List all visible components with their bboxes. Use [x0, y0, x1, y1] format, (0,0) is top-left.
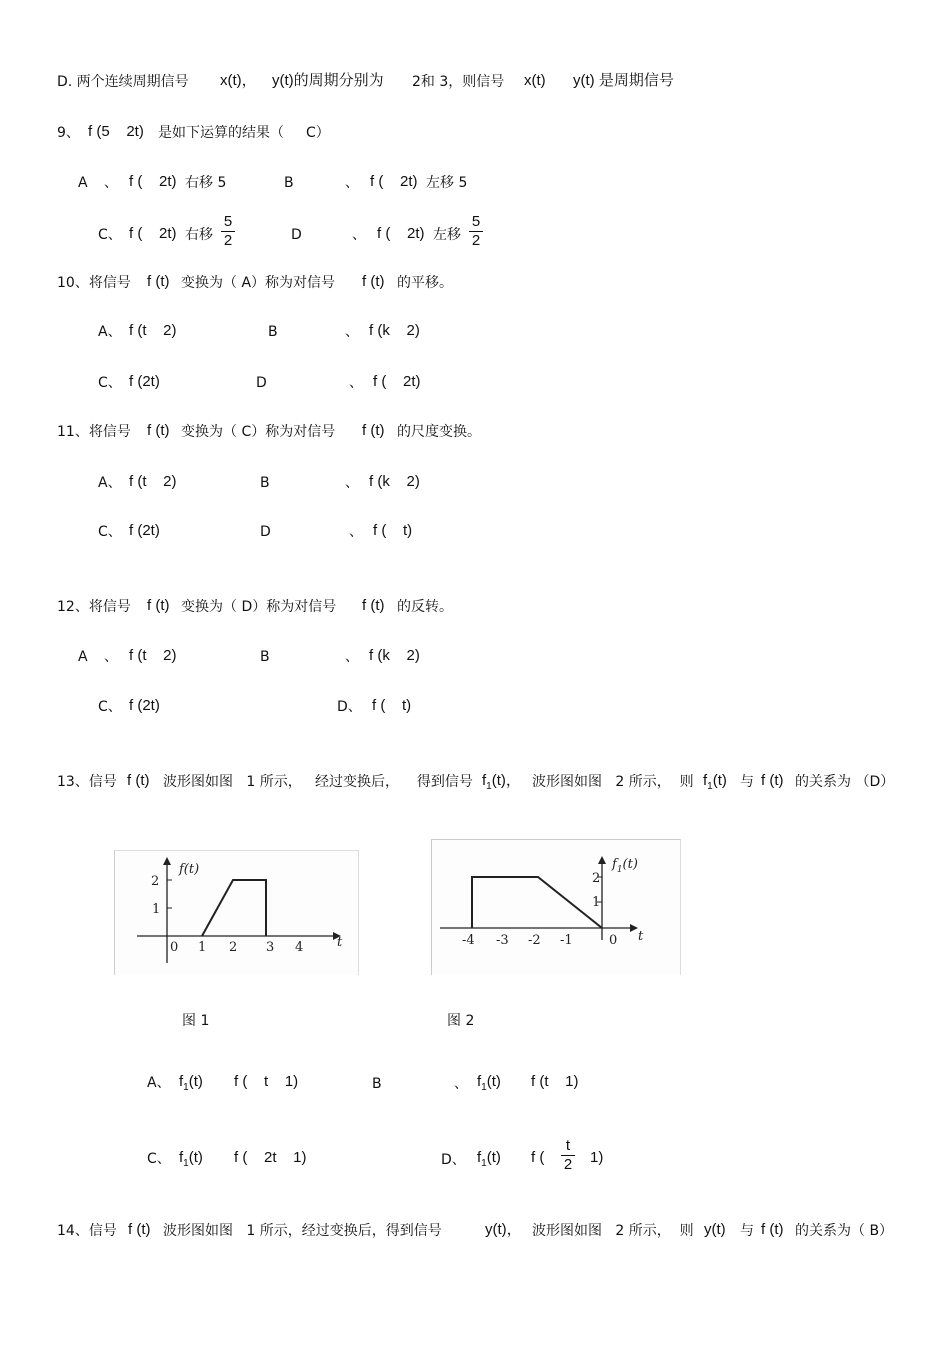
q14-text-3: 与: [740, 1223, 754, 1239]
q11-option-b-sep: 、: [345, 475, 359, 491]
fig2-x-label: t: [638, 929, 644, 944]
fig1-signal: [202, 880, 266, 936]
q9-answer: C）: [306, 125, 330, 141]
q13-option-b-sep: 、: [454, 1076, 468, 1092]
fig2-ytick-label-2: 2: [592, 871, 601, 886]
fig2-xtick-label-m4: -4: [462, 933, 475, 948]
q9-option-d-sep: 、: [352, 227, 366, 243]
q9-option-b-text: 左移 5: [426, 175, 468, 191]
q9-option-c-expr: f ( 2t): [129, 225, 177, 242]
q9-option-a-expr: f ( 2t): [129, 173, 177, 190]
q11-question-mid: 变换为（ C）称为对信号: [181, 424, 336, 440]
q13-f1t-relation: $f_1(t)$: [703, 772, 727, 792]
q14-ft2: f (t): [761, 1221, 784, 1238]
q9-option-a-sep: 、: [104, 175, 118, 191]
q13-text-2: 波形图如图 2 所示， 则: [532, 774, 694, 790]
q10-ft2: f (t): [362, 273, 385, 290]
q9-question-text: 是如下运算的结果（: [158, 125, 284, 141]
q10-option-a-label: A、: [98, 324, 122, 340]
figure-1-caption: 图 1: [182, 1013, 210, 1029]
q14-ft: f (t): [128, 1221, 151, 1238]
q8-x: x(t)，: [220, 72, 257, 89]
q13-option-d-fraction: [561, 1138, 575, 1173]
q13-option-a-expr: f ( t 1): [234, 1073, 299, 1090]
q14-question-start: 14、信号: [57, 1223, 117, 1239]
q13-ft-relation: f (t): [761, 772, 784, 789]
figure-2-plot: [432, 840, 680, 975]
q8-x2: x(t): [524, 72, 546, 89]
q13-option-b-label: B: [372, 1076, 382, 1092]
q13-option-d-denominator: 2: [563, 1156, 573, 1173]
q11-option-c-expr: f (2t): [129, 522, 160, 539]
q12-question-mid: 变换为（ D）称为对信号: [181, 599, 337, 615]
q12-option-c-label: C、: [98, 699, 122, 715]
fig2-x-arrow: [630, 924, 638, 932]
q13-option-d-expr-start: f (: [531, 1149, 545, 1166]
fig2-xtick-label-m1: -1: [560, 933, 573, 948]
q14-text-1: 波形图如图 1 所示，经过变换后，得到信号: [163, 1223, 442, 1239]
q8-periods: 2和 3，则信号: [412, 74, 505, 90]
q9-option-a-label: A: [78, 175, 88, 191]
q12-question-start: 12、将信号: [57, 599, 131, 615]
q9-option-c-numerator: 5: [223, 213, 233, 230]
q12-ft: f (t): [147, 597, 170, 614]
q11-option-b-expr: f (k 2): [369, 473, 420, 490]
fig2-signal: [472, 877, 602, 928]
q13-option-a-lhs: $f_1(t)$: [179, 1073, 203, 1093]
fig1-xtick-label-0: 0: [170, 940, 179, 955]
q14-text-4: 的关系为（ B）: [795, 1223, 894, 1239]
q12-ft2: f (t): [362, 597, 385, 614]
q13-ft: f (t): [127, 772, 150, 789]
fig1-ytick-label-1: 1: [152, 902, 161, 917]
q9-option-d-denominator: 2: [471, 232, 481, 249]
fig2-y-label: $f_1(t)$: [612, 857, 638, 875]
figure-2-caption: 图 2: [447, 1013, 475, 1029]
figure-1: [114, 850, 359, 975]
q10-option-a-expr: f (t 2): [129, 322, 177, 339]
q10-option-b-expr: f (k 2): [369, 322, 420, 339]
q11-ft: f (t): [147, 422, 170, 439]
q11-option-d-label: D: [260, 524, 271, 540]
q13-option-b-expr: f (t 1): [531, 1073, 579, 1090]
q13-option-c-lhs: $f_1(t)$: [179, 1149, 203, 1169]
q11-option-b-label: B: [260, 475, 270, 491]
fig2-xtick-label-m3: -3: [496, 933, 509, 948]
q13-option-b-lhs: $f_1(t)$: [477, 1073, 501, 1093]
q12-option-c-expr: f (2t): [129, 697, 160, 714]
q11-option-a-expr: f (t 2): [129, 473, 177, 490]
q10-option-c-label: C、: [98, 375, 122, 391]
q12-option-b-label: B: [260, 649, 270, 665]
fig2-y-arrow: [598, 856, 606, 864]
q9-option-c-text: 右移: [185, 227, 213, 243]
q12-option-d-expr: f ( t): [372, 697, 412, 714]
q9-option-d-numerator: 5: [471, 213, 481, 230]
q13-text-3: 与: [740, 774, 754, 790]
fig1-xtick-label-4: 4: [295, 940, 304, 955]
q8-y-period: y(t)的周期分别为: [272, 72, 384, 89]
q10-option-d-sep: 、: [349, 375, 363, 391]
q14-yt: y(t)，: [485, 1221, 522, 1238]
fig1-ytick-label-2: 2: [151, 874, 160, 889]
q12-option-a-expr: f (t 2): [129, 647, 177, 664]
q13-option-d-lhs: $f_1(t)$: [477, 1149, 501, 1169]
figure-2: [431, 839, 681, 975]
q11-question-end: 的尺度变换。: [397, 424, 481, 440]
q10-ft: f (t): [147, 273, 170, 290]
fig1-xtick-label-1: 1: [198, 940, 207, 955]
q9-option-b-expr: f ( 2t): [370, 173, 418, 190]
fig1-xtick-label-2: 2: [229, 940, 238, 955]
q10-question-mid: 变换为（ A）称为对信号: [181, 275, 336, 291]
q13-option-a-label: A、: [147, 1075, 171, 1091]
q13-option-d-expr-end: 1): [590, 1149, 604, 1166]
q10-option-d-label: D: [256, 375, 267, 391]
q9-option-c-denominator: 2: [223, 232, 233, 249]
q11-option-d-sep: 、: [349, 524, 363, 540]
fig1-y-label: f(t): [179, 862, 200, 877]
q9-option-d-text: 左移: [433, 227, 461, 243]
fig2-xtick-label-0: 0: [609, 933, 618, 948]
q10-question-start: 10、将信号: [57, 275, 131, 291]
q10-option-d-expr: f ( 2t): [373, 373, 421, 390]
q14-yt2: y(t): [704, 1221, 726, 1238]
q8-option-d-text: D. 两个连续周期信号: [57, 74, 189, 90]
q13-text-1: 波形图如图 1 所示， 经过变换后， 得到信号: [163, 774, 473, 790]
q13-f1t: $f_1(t)$，: [482, 772, 521, 792]
q10-question-end: 的平移。: [397, 275, 453, 291]
fig1-x-label: t: [337, 935, 343, 950]
q11-option-d-expr: f ( t): [373, 522, 413, 539]
q12-option-b-sep: 、: [345, 649, 359, 665]
q10-option-b-label: B: [268, 324, 278, 340]
q9-option-c-label: C、: [98, 227, 122, 243]
q10-option-b-sep: 、: [345, 324, 359, 340]
q12-question-end: 的反转。: [397, 599, 453, 615]
q13-option-d-label: D、: [441, 1152, 466, 1168]
q10-option-c-expr: f (2t): [129, 373, 160, 390]
q13-text-4: 的关系为 （D）: [795, 774, 895, 790]
q12-option-a-sep: 、: [104, 649, 118, 665]
q9-option-a-text: 右移 5: [185, 175, 227, 191]
q12-option-a-label: A: [78, 649, 88, 665]
q12-option-d-label: D、: [337, 699, 362, 715]
q9-number: 9、: [57, 125, 80, 141]
q9-option-d-label: D: [291, 227, 302, 243]
fig1-xtick-label-3: 3: [266, 940, 275, 955]
q9-option-b-sep: 、: [345, 175, 359, 191]
q13-option-d-numerator: t: [565, 1137, 571, 1154]
fig2-xtick-label-m2: -2: [528, 933, 541, 948]
q13-option-c-expr: f ( 2t 1): [234, 1149, 307, 1166]
q13-option-c-label: C、: [147, 1151, 171, 1167]
q14-text-2: 波形图如图 2 所示， 则: [532, 1223, 694, 1239]
q9-option-c-fraction: [221, 214, 235, 249]
q9-option-d-fraction: [469, 214, 483, 249]
q8-y2: y(t) 是周期信号: [573, 72, 674, 89]
q13-question-start: 13、信号: [57, 774, 117, 790]
fig2-ytick-label-1: 1: [592, 895, 601, 910]
q9-expression: f (5 2t): [88, 123, 144, 140]
q12-option-b-expr: f (k 2): [369, 647, 420, 664]
q11-question-start: 11、将信号: [57, 424, 131, 440]
fig1-y-arrow: [163, 857, 171, 865]
figure-1-plot: [115, 851, 358, 975]
q9-option-b-label: B: [284, 175, 294, 191]
q11-ft2: f (t): [362, 422, 385, 439]
q11-option-a-label: A、: [98, 475, 122, 491]
q9-option-d-expr: f ( 2t): [377, 225, 425, 242]
q11-option-c-label: C、: [98, 524, 122, 540]
